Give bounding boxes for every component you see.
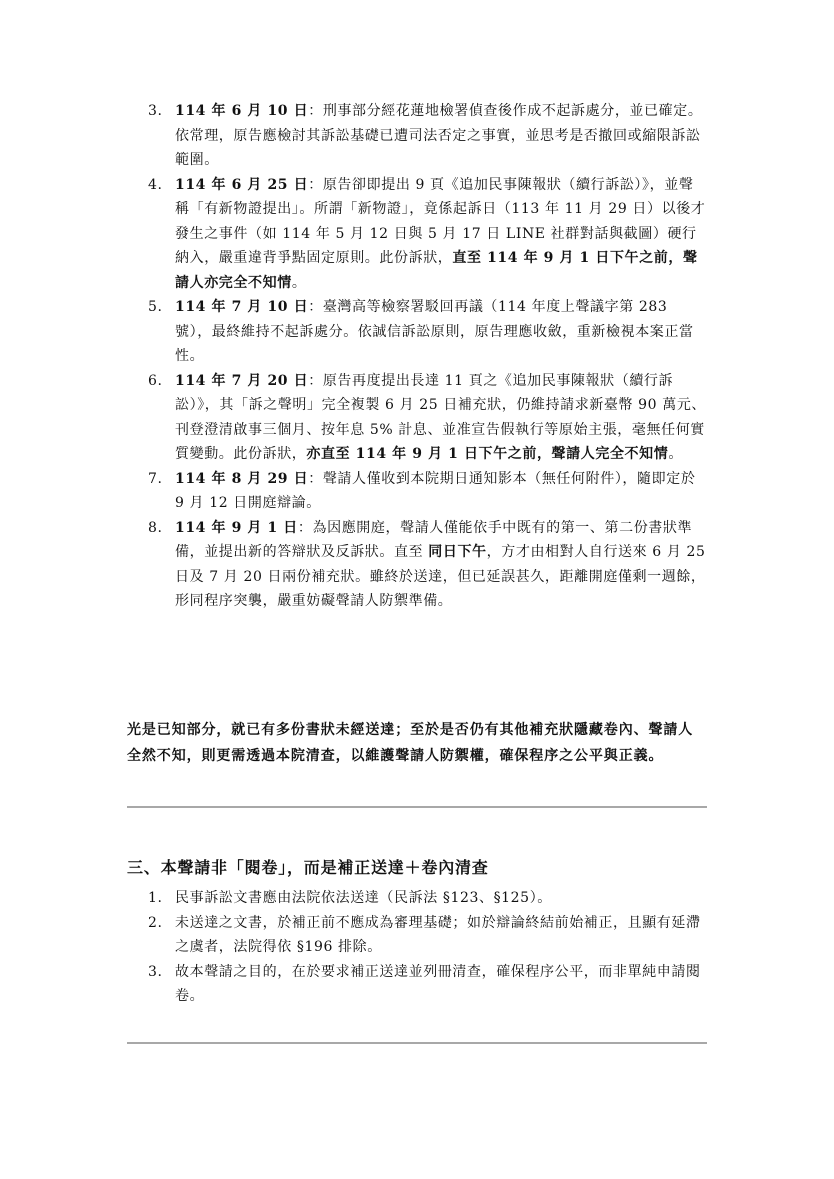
item-emphasis: 同日下午 xyxy=(428,544,487,560)
item-emphasis: 亦直至 114 年 9 月 1 日下午之前，聲請人完全不知情 xyxy=(306,446,669,462)
item-text: 未送達之文書，於補正前不應成為審理基礎；如於辯論終結前始補正，且顯有延滯之虞者，法院得依 §196 排除。 xyxy=(175,914,701,955)
timeline-item-3 xyxy=(148,99,708,173)
item-date: 114 年 6 月 25 日 xyxy=(175,176,309,193)
item-text xyxy=(175,103,702,168)
timeline-item-5 xyxy=(148,295,708,369)
horizontal-divider xyxy=(127,806,707,808)
item-text: 故本聲請之目的，在於要求補正送達並列冊清查，確保程序公平，而非單純申請閱卷。 xyxy=(175,963,701,1004)
item-body-end: ，方才由相對人自行送來 6 月 25 日及 7 月 20 日兩份補充狀。雖終於送達，但已延誤甚久，距離開庭僅剩一週餘，形同程序突襲，嚴重妨礙聲請人防禦準備。 xyxy=(175,544,706,609)
item-number: 1. xyxy=(148,890,163,906)
item-date: 114 年 9 月 1 日 xyxy=(175,519,298,536)
item-body: ：為因應開庭，聲請人僅能依手中既有的第一、第二份書狀準備，並提出新的答辯狀及反訴狀。直至 xyxy=(175,519,693,560)
section-item-1 xyxy=(148,886,708,911)
section-item-2 xyxy=(148,911,708,960)
item-text xyxy=(175,520,706,610)
item-body: ：原告再度提出長達 11 頁之《追加民事陳報狀（續行訴訟）》，其「訴之聲明」完全複製 6 月 25 日補充狀，仍維持請求新臺幣 90 萬元、刊登澄清啟事三個月、按年息 5% 計息、並准宣告假執行等原始主張，毫無任何實質變動。此份訴狀， xyxy=(175,372,707,462)
timeline-item-4 xyxy=(148,173,708,296)
horizontal-divider-bottom xyxy=(127,1042,707,1044)
item-body: ：刑事部分經花蓮地檢署偵查後作成不起訴處分，並已確定。依常理，原告應檢討其訴訟基礎已遭司法否定之事實，並思考是否撤回或縮限訴訟範圍。 xyxy=(175,103,703,168)
item-text: 民事訴訟文書應由法院依法送達（民訴法 §123、§125）。 xyxy=(175,890,552,906)
item-body-end: 。 xyxy=(668,446,683,462)
item-date: 114 年 8 月 29 日 xyxy=(175,470,309,487)
item-number: 4. xyxy=(148,176,163,193)
section-heading: 三、本聲請非「閱卷」，而是補正送達＋卷內清查 xyxy=(127,858,489,878)
item-date: 114 年 7 月 10 日 xyxy=(175,299,309,315)
item-emphasis: 直至 114 年 9 月 1 日下午之前，聲請人亦完全不知情 xyxy=(175,250,698,291)
item-text xyxy=(175,299,694,364)
item-text xyxy=(175,471,695,512)
item-number: 3. xyxy=(148,963,163,980)
item-number: 7. xyxy=(148,470,163,487)
item-text xyxy=(175,373,706,463)
timeline-list xyxy=(148,99,708,614)
summary-paragraph: 光是已知部分，就已有多份書狀未經送達；至於是否仍有其他補充狀隱藏卷內、聲請人全然不知，則更需透過本院清查，以維護聲請人防禦權，確保程序之公平與正義。 xyxy=(127,722,694,764)
item-body-end: 。 xyxy=(291,274,307,291)
item-number: 8. xyxy=(148,519,163,536)
timeline-item-8 xyxy=(148,516,708,614)
timeline-item-6 xyxy=(148,369,708,467)
item-number: 2. xyxy=(148,914,163,931)
item-text xyxy=(175,177,705,291)
item-body: ：臺灣高等檢察署駁回再議（114 年度上聲議字第 283 號），最終維持不起訴處分。依誠信訴訟原則，原告理應收斂，重新檢視本案正當性。 xyxy=(175,299,694,364)
item-number: 6. xyxy=(148,372,163,389)
item-number: 3. xyxy=(148,103,163,119)
section-list xyxy=(148,886,708,1009)
section-item-3 xyxy=(148,960,708,1009)
timeline-item-7 xyxy=(148,467,708,516)
item-date: 114 年 6 月 10 日 xyxy=(175,103,309,119)
item-date: 114 年 7 月 20 日 xyxy=(175,372,309,389)
item-body: ：原告卻即提出 9 頁《追加民事陳報狀（續行訴訟）》，並聲稱「有新物證提出」。所謂「新物證」，竟係起訴日（113 年 11 月 29 日）以後才發生之事件（如 114 年 5 月 12 日與 5 月 17 日 LINE 社群對話與截圖）硬行納入，嚴重違背爭點固定原則。此份訴狀， xyxy=(175,176,706,266)
item-number: 5. xyxy=(148,299,163,315)
item-body: ：聲請人僅收到本院期日通知影本（無任何附件），隨即定於 9 月 12 日開庭辯論。 xyxy=(175,470,696,511)
